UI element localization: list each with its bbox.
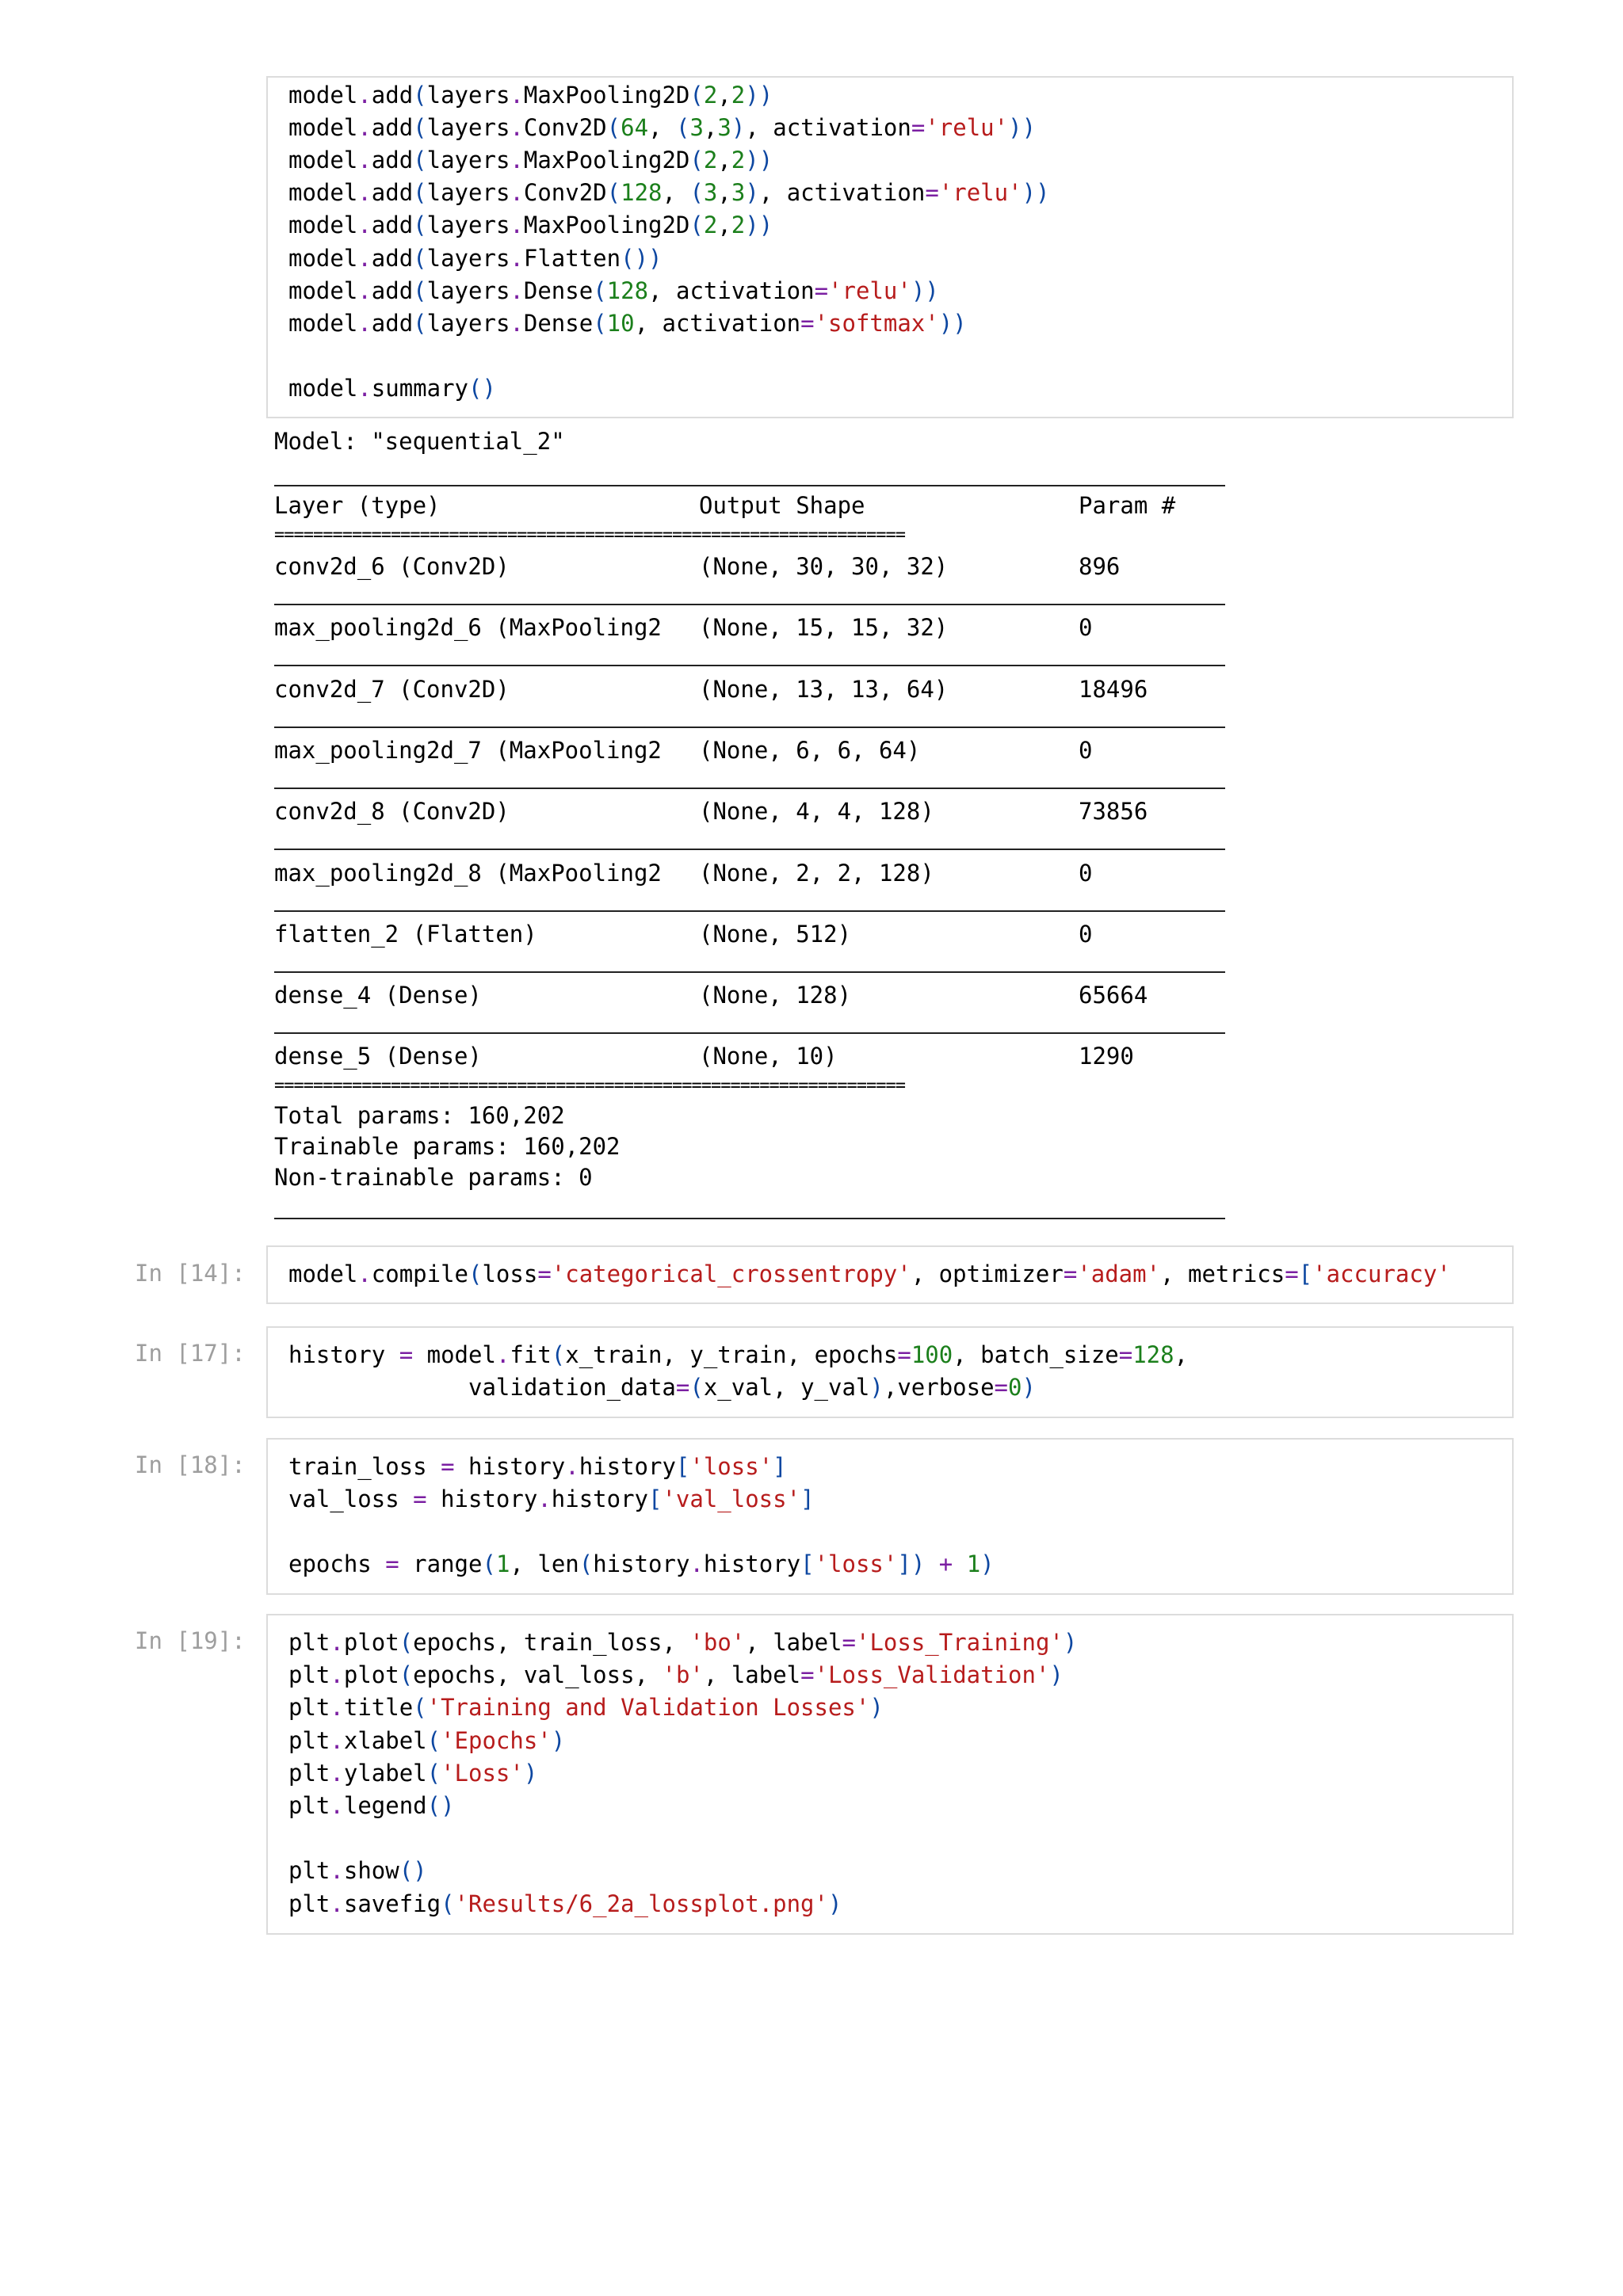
code-line: model.add(layers.MaxPooling2D(2,2)) bbox=[288, 82, 773, 109]
code-cell-0[interactable] bbox=[266, 76, 1514, 418]
code-line: plt.plot(epochs, val_loss, 'b', label='Loss_Validation') bbox=[288, 1661, 1064, 1689]
code-line: model.add(layers.MaxPooling2D(2,2)) bbox=[288, 147, 773, 174]
code-line: model.add(layers.Dense(128, activation='relu')) bbox=[288, 277, 939, 304]
prompt-in-14: In [14]: bbox=[135, 1260, 246, 1287]
summary-bottom-rule bbox=[274, 1218, 1225, 1219]
code-line: plt.title('Training and Validation Losses') bbox=[288, 1694, 884, 1722]
layer-name: dense_4 (Dense) bbox=[274, 982, 482, 1009]
param-count: 896 bbox=[1079, 553, 1121, 580]
summary-row-divider bbox=[274, 727, 1225, 728]
code-line: plt.plot(epochs, train_loss, 'bo', label='Loss_Training') bbox=[288, 1629, 1078, 1656]
summary-row-divider bbox=[274, 604, 1225, 605]
summary-row-divider bbox=[274, 665, 1225, 666]
param-count: 0 bbox=[1079, 736, 1093, 764]
param-count: 73856 bbox=[1079, 798, 1148, 826]
code-line: plt.xlabel('Epochs') bbox=[288, 1726, 566, 1754]
header-output-shape: Output Shape bbox=[699, 492, 865, 519]
code-line: model.add(layers.Conv2D(128, (3,3), activation='relu')) bbox=[288, 179, 1050, 207]
prompt-in-18: In [18]: bbox=[135, 1451, 246, 1478]
param-count: 1290 bbox=[1079, 1043, 1134, 1070]
output-shape: (None, 15, 15, 32) bbox=[699, 614, 949, 642]
code-line: model.add(layers.Conv2D(64, (3,3), activation='relu')) bbox=[288, 114, 1037, 142]
summary-row-divider bbox=[274, 910, 1225, 912]
code-line: plt.savefig('Results/6_2a_lossplot.png') bbox=[288, 1890, 842, 1917]
code-line: plt.ylabel('Loss') bbox=[288, 1759, 538, 1787]
output-shape: (None, 128) bbox=[699, 982, 852, 1009]
code-line: history = model.fit(x_train, y_train, epochs=100, batch_size=128, bbox=[288, 1341, 1189, 1368]
code-line: model.compile(loss='categorical_crossentropy', optimizer='adam', metrics=['accuracy' bbox=[288, 1261, 1451, 1287]
summary-equals-rule-bottom: ================================================================= bbox=[274, 1081, 905, 1092]
code-line: epochs = range(1, len(history.history['loss']) + 1) bbox=[288, 1550, 995, 1577]
summary-equals-rule-top: ================================================================= bbox=[274, 530, 905, 541]
prompt-in-19: In [19]: bbox=[135, 1627, 246, 1654]
code-line: validation_data=(x_val, y_val),verbose=0) bbox=[468, 1374, 1036, 1401]
code-line: model.add(layers.Dense(10, activation='softmax')) bbox=[288, 309, 967, 337]
output-shape: (None, 2, 2, 128) bbox=[699, 859, 934, 887]
layer-name: max_pooling2d_6 (MaxPooling2 bbox=[274, 614, 662, 642]
trainable-params: Trainable params: 160,202 bbox=[274, 1133, 621, 1160]
summary-top-rule bbox=[274, 485, 1225, 486]
code-cell-18[interactable] bbox=[266, 1438, 1514, 1595]
param-count: 0 bbox=[1079, 859, 1093, 887]
param-count: 0 bbox=[1079, 920, 1093, 948]
header-param-count: Param # bbox=[1079, 492, 1176, 519]
total-params: Total params: 160,202 bbox=[274, 1102, 565, 1129]
code-line: model.add(layers.Flatten()) bbox=[288, 244, 663, 272]
code-line: model.add(layers.MaxPooling2D(2,2)) bbox=[288, 212, 773, 239]
code-cell-14[interactable] bbox=[266, 1245, 1514, 1304]
summary-row-divider bbox=[274, 971, 1225, 973]
layer-name: max_pooling2d_7 (MaxPooling2 bbox=[274, 736, 662, 764]
code-line: val_loss = history.history['val_loss'] bbox=[288, 1486, 815, 1512]
output-shape: (None, 6, 6, 64) bbox=[699, 736, 921, 764]
layer-name: flatten_2 (Flatten) bbox=[274, 920, 537, 948]
code-cell-17[interactable] bbox=[266, 1326, 1514, 1418]
layer-name: conv2d_7 (Conv2D) bbox=[274, 675, 510, 703]
output-shape: (None, 30, 30, 32) bbox=[699, 553, 949, 580]
layer-name: max_pooling2d_8 (MaxPooling2 bbox=[274, 859, 662, 887]
summary-row-divider bbox=[274, 788, 1225, 789]
param-count: 0 bbox=[1079, 614, 1093, 642]
param-count: 65664 bbox=[1079, 982, 1148, 1009]
header-layer-type: Layer (type) bbox=[274, 492, 441, 519]
code-line: plt.show() bbox=[288, 1857, 427, 1885]
param-count: 18496 bbox=[1079, 675, 1148, 703]
non-trainable-params: Non-trainable params: 0 bbox=[274, 1164, 593, 1191]
summary-row-divider bbox=[274, 849, 1225, 850]
output-shape: (None, 512) bbox=[699, 920, 852, 948]
prompt-in-17: In [17]: bbox=[135, 1340, 246, 1367]
output-shape: (None, 4, 4, 128) bbox=[699, 798, 934, 826]
layer-name: conv2d_6 (Conv2D) bbox=[274, 553, 510, 580]
output-shape: (None, 13, 13, 64) bbox=[699, 675, 949, 703]
summary-row-divider bbox=[274, 1032, 1225, 1034]
output-shape: (None, 10) bbox=[699, 1043, 838, 1070]
layer-name: conv2d_8 (Conv2D) bbox=[274, 798, 510, 826]
code-line: plt.legend() bbox=[288, 1792, 455, 1819]
layer-name: dense_5 (Dense) bbox=[274, 1043, 482, 1070]
code-line: model.summary() bbox=[288, 374, 496, 402]
code-line: train_loss = history.history['loss'] bbox=[288, 1453, 787, 1480]
model-name: Model: "sequential_2" bbox=[274, 428, 565, 455]
code-cell-19[interactable] bbox=[266, 1614, 1514, 1935]
